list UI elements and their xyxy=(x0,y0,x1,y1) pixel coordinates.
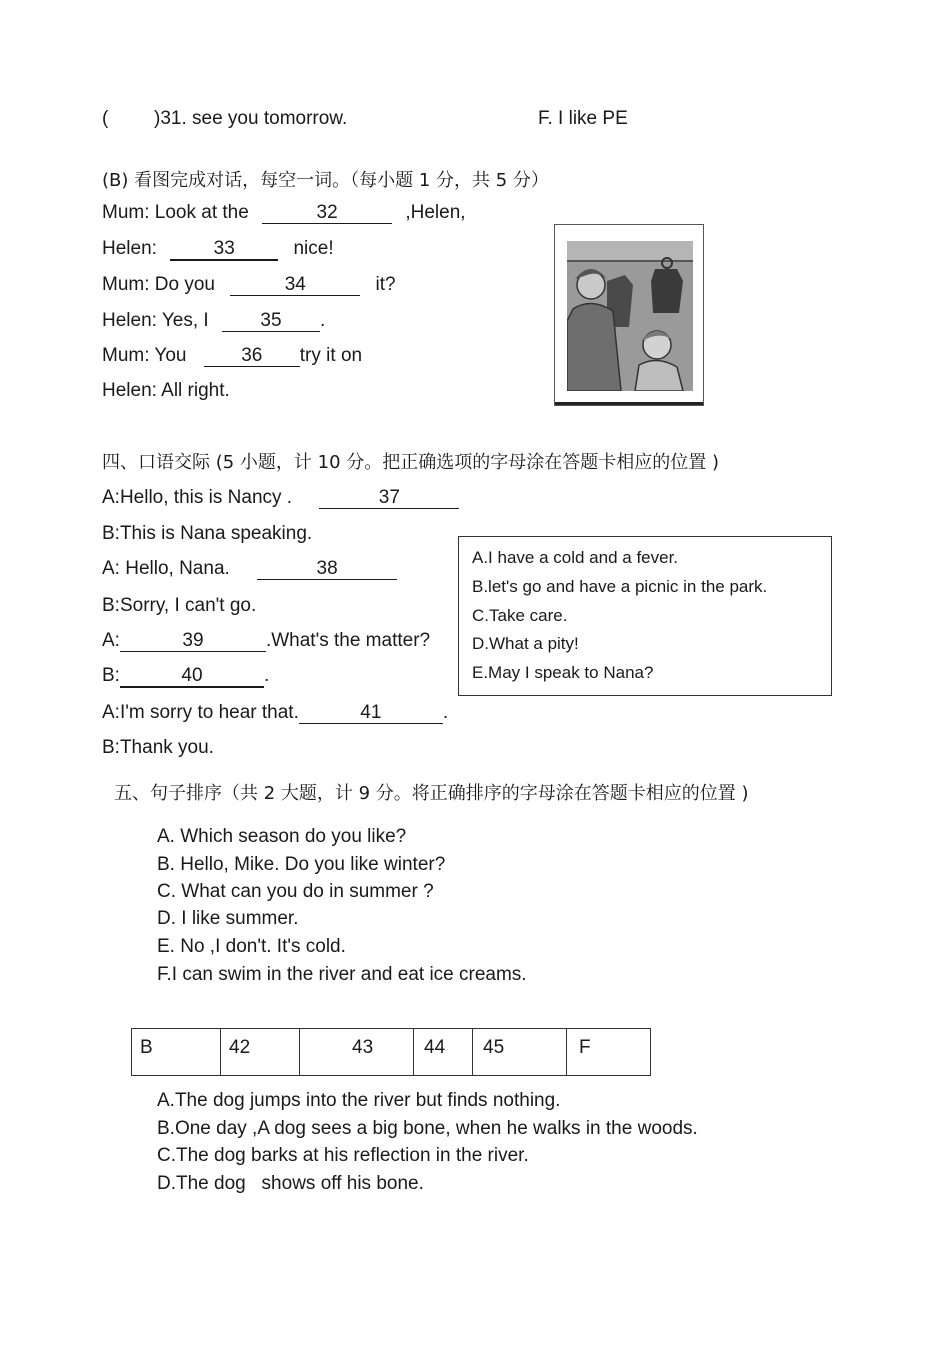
dialog-line xyxy=(102,380,230,402)
dialog-line xyxy=(102,202,466,224)
answer-blank[interactable]: 33 xyxy=(170,239,278,261)
q31-paren: ( xyxy=(102,108,109,129)
mum-and-girl-clothes-illustration xyxy=(567,241,693,391)
dialog-line xyxy=(102,523,312,545)
answer-blank[interactable]: 36 xyxy=(204,346,300,367)
line-post: it? xyxy=(375,274,396,295)
dialog-line xyxy=(102,665,269,688)
line-pre: B:This is Nana speaking. xyxy=(102,523,313,544)
sentence-item: D. I like summer. xyxy=(157,908,299,929)
dialog-line xyxy=(102,630,430,652)
dialog-line xyxy=(102,595,256,617)
answer-blank[interactable]: 38 xyxy=(257,559,397,580)
sentence-item: F.I can swim in the river and eat ice creams. xyxy=(157,964,527,985)
section-5-heading: 五、句子排序（共 2 大题，计 9 分。将正确排序的字母涂在答题卡相应的位置 ) xyxy=(114,783,749,804)
sentence-item: D.The dog shows off his bone. xyxy=(157,1173,424,1194)
line-post: . xyxy=(263,665,270,686)
line-pre: Helen: xyxy=(102,238,157,259)
section-b-heading: (B) 看图完成对话，每空一词。（每小题 1 分，共 5 分） xyxy=(102,170,549,191)
dialog-line xyxy=(102,702,448,724)
line-post: . xyxy=(442,702,449,723)
q31-text: )31. see you tomorrow. xyxy=(154,108,348,129)
shop-picture xyxy=(554,224,704,406)
line-pre: Mum: You xyxy=(102,345,187,366)
dialog-line xyxy=(102,487,459,509)
sentence-item: C.The dog barks at his reflection in the river. xyxy=(157,1145,529,1166)
line-pre: B:Sorry, I can't go. xyxy=(102,595,257,616)
answer-blank[interactable]: 40 xyxy=(120,666,264,688)
dialog-line xyxy=(102,345,362,367)
sentence-item: E. No ,I don't. It's cold. xyxy=(157,936,346,957)
order-cell[interactable]: 45 xyxy=(473,1029,567,1076)
line-pre: Mum: Do you xyxy=(102,274,215,295)
sentence-item: C. What can you do in summer ? xyxy=(157,881,434,902)
option-b: B.let's go and have a picnic in the park. xyxy=(472,577,768,596)
dialog-line xyxy=(102,558,397,580)
option-c: C.Take care. xyxy=(472,606,568,625)
line-pre: A:Hello, this is Nancy . xyxy=(102,487,293,508)
option-a: A.I have a cold and a fever. xyxy=(472,548,679,567)
q31-option-f: F. I like PE xyxy=(538,108,628,129)
line-pre: B:Thank you. xyxy=(102,737,214,758)
line-pre: Mum: Look at the xyxy=(102,202,249,223)
line-pre: B: xyxy=(102,665,120,686)
dialog-line xyxy=(102,737,214,759)
answer-blank[interactable]: 41 xyxy=(299,703,443,724)
dialog-line xyxy=(102,238,334,261)
option-d: D.What a pity! xyxy=(472,634,579,653)
line-post: nice! xyxy=(293,238,334,259)
options-box xyxy=(458,536,832,696)
order-cell[interactable]: F xyxy=(567,1029,651,1076)
picture-bottom-border xyxy=(555,402,703,405)
answer-blank[interactable]: 37 xyxy=(319,488,459,509)
sentence-item: B.One day ,A dog sees a big bone, when he walks in the woods. xyxy=(157,1118,698,1139)
line-pre: Helen: Yes, I xyxy=(102,310,209,331)
order-cell[interactable]: 43 xyxy=(300,1029,414,1076)
order-cell[interactable]: B xyxy=(132,1029,221,1076)
option-e: E.May I speak to Nana? xyxy=(472,663,654,682)
line-pre: A:I'm sorry to hear that. xyxy=(102,702,299,723)
answer-blank[interactable]: 39 xyxy=(120,631,266,652)
line-pre: A: Hello, Nana. xyxy=(102,558,230,579)
dialog-line xyxy=(102,274,396,296)
order-answer-table xyxy=(131,1028,651,1076)
line-pre: Helen: All right. xyxy=(102,380,230,401)
sentence-item: A. Which season do you like? xyxy=(157,826,407,847)
line-post: ,Helen, xyxy=(405,202,466,223)
answer-blank[interactable]: 34 xyxy=(230,275,360,296)
answer-blank[interactable]: 32 xyxy=(262,203,392,224)
line-post: try it on xyxy=(299,345,363,366)
dialog-line xyxy=(102,310,325,332)
sentence-item: A.The dog jumps into the river but finds nothing. xyxy=(157,1090,561,1111)
section-4-heading: 四、口语交际 (5 小题，计 10 分。把正确选项的字母涂在答题卡相应的位置 ) xyxy=(102,452,720,473)
order-cell[interactable]: 42 xyxy=(221,1029,300,1076)
sentence-item: B. Hello, Mike. Do you like winter? xyxy=(157,854,446,875)
line-pre: A: xyxy=(102,630,120,651)
answer-blank[interactable]: 35 xyxy=(222,311,320,332)
line-post: .What's the matter? xyxy=(265,630,431,651)
line-post: . xyxy=(319,310,326,331)
order-cell[interactable]: 44 xyxy=(414,1029,473,1076)
